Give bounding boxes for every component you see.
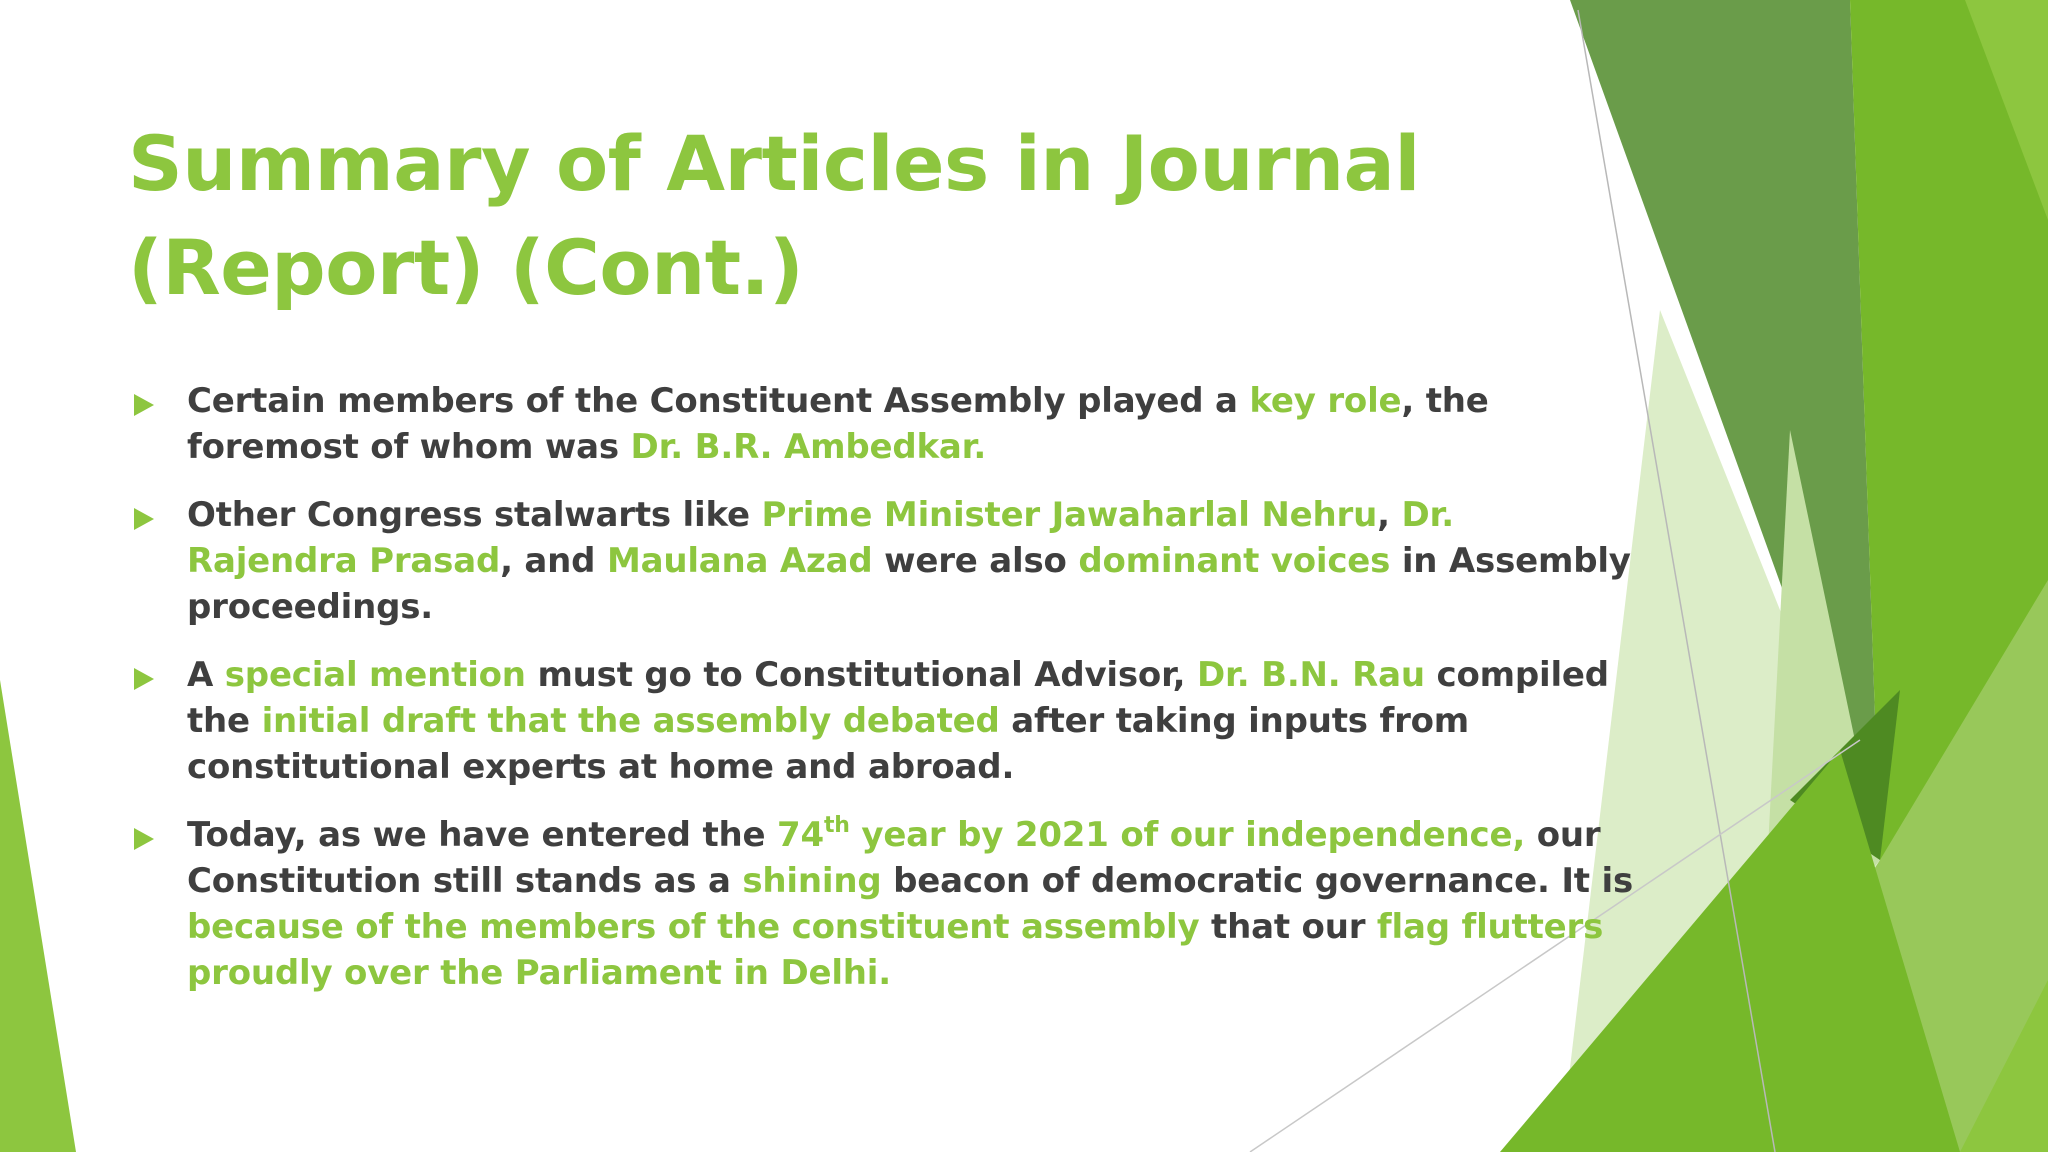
body-text: that our xyxy=(1199,907,1377,947)
bullet-text-line xyxy=(187,698,1570,744)
bullet-arrow-icon xyxy=(134,394,154,416)
bullet-text-line xyxy=(187,538,1631,584)
highlighted-text: flag flutters xyxy=(1376,907,1604,947)
bullet-item xyxy=(130,492,1631,630)
slide-title-line: (Report) (Cont.) xyxy=(128,223,804,312)
body-text: foremost of whom was xyxy=(187,427,631,467)
bullet-text-line xyxy=(187,812,1601,858)
body-text: Today, as we have entered the xyxy=(187,815,778,855)
highlighted-text: dominant voices xyxy=(1078,541,1391,581)
bullet-item xyxy=(130,652,1609,790)
body-text: A xyxy=(187,655,225,695)
bullet-item xyxy=(130,378,1570,470)
body-text: compiled xyxy=(1424,655,1609,695)
body-text: after taking inputs from xyxy=(999,701,1470,741)
highlighted-text: initial draft that the assembly debated xyxy=(261,701,1000,741)
bullet-text-line xyxy=(187,744,1570,790)
highlighted-text: year by 2021 of our independence, xyxy=(849,815,1526,855)
body-text: were also xyxy=(872,541,1079,581)
bullet-text-line xyxy=(187,652,1609,698)
highlighted-text: th xyxy=(823,813,850,838)
highlighted-text: because of the members of the constituent assembly xyxy=(187,907,1200,947)
body-text: constitutional experts at home and abroad. xyxy=(187,747,1015,787)
highlighted-text: key role xyxy=(1249,381,1402,421)
highlighted-text: Dr. xyxy=(1401,495,1454,535)
highlighted-text: proudly over the Parliament in Delhi. xyxy=(187,953,891,993)
highlighted-text: Dr. B.R. Ambedkar. xyxy=(630,427,987,467)
body-text: Constitution still stands as a xyxy=(187,861,743,901)
left-green-sliver xyxy=(0,680,76,1152)
highlighted-text: Rajendra Prasad xyxy=(187,541,501,581)
body-text: , xyxy=(1377,495,1402,535)
body-text: Other Congress stalwarts like xyxy=(187,495,762,535)
body-text: in Assembly xyxy=(1390,541,1631,581)
bullet-item xyxy=(130,812,1633,996)
highlighted-text: Prime Minister Jawaharlal Nehru xyxy=(761,495,1378,535)
bullet-arrow-icon xyxy=(134,828,154,850)
slide-title xyxy=(128,112,1548,320)
bullet-arrow-icon xyxy=(134,668,154,690)
body-text: proceedings. xyxy=(187,587,434,627)
highlighted-text: Maulana Azad xyxy=(606,541,873,581)
bullet-text-line xyxy=(187,904,1604,950)
body-text: our xyxy=(1525,815,1601,855)
bullet-arrow-icon xyxy=(134,508,154,530)
highlighted-text: 74 xyxy=(777,815,824,855)
bullet-text-line xyxy=(187,378,1570,424)
body-text: the xyxy=(187,701,262,741)
bullet-text-line xyxy=(187,424,1570,470)
bullet-text-line xyxy=(187,492,1570,538)
bullet-text-line xyxy=(187,950,1570,996)
body-text: must go to Constitutional Advisor, xyxy=(525,655,1198,695)
highlighted-text: shining xyxy=(742,861,882,901)
body-text: , and xyxy=(500,541,607,581)
body-text: beacon of democratic governance. It is xyxy=(881,861,1633,901)
body-text: , the xyxy=(1401,381,1489,421)
bullet-text-line xyxy=(187,584,1570,630)
highlighted-text: Dr. B.N. Rau xyxy=(1197,655,1425,695)
highlighted-text: special mention xyxy=(224,655,526,695)
bullet-list xyxy=(130,378,1633,1018)
body-text: Certain members of the Constituent Assembly played a xyxy=(187,381,1250,421)
slide-title-line: Summary of Articles in Journal xyxy=(128,119,1420,208)
bullet-text-line xyxy=(187,858,1633,904)
